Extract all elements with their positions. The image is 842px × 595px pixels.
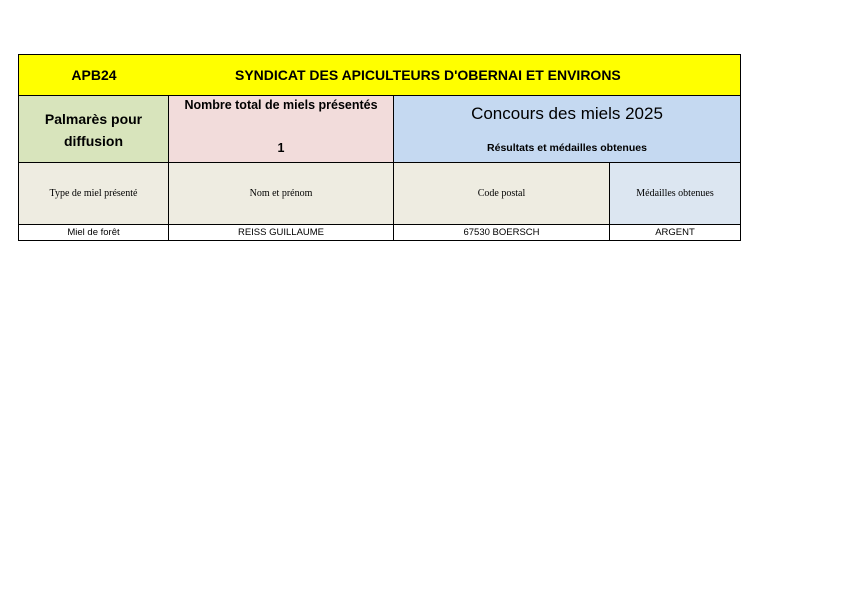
- postal-code-cell: 67530 BOERSCH: [394, 225, 610, 240]
- total-count-label: Nombre total de miels présentés: [184, 98, 378, 112]
- association-name: SYNDICAT DES APICULTEURS D'OBERNAI ET ENVIRONS: [235, 67, 621, 83]
- column-header-row: [18, 163, 741, 225]
- palmares-line-1: Palmarès pour: [44, 111, 143, 127]
- header-row: [18, 96, 741, 163]
- association-code: APB24: [71, 67, 117, 83]
- table-row: [18, 225, 741, 241]
- total-count-cell: [169, 96, 394, 162]
- results-sheet: [18, 54, 741, 241]
- contest-cell: [394, 96, 740, 162]
- title-row: [18, 54, 741, 96]
- medal-cell: ARGENT: [655, 227, 695, 238]
- column-header-type: Type de miel présenté: [19, 163, 169, 224]
- contest-title: Concours des miels 2025: [471, 104, 663, 123]
- palmares-line-2: diffusion: [63, 133, 124, 149]
- contest-subtitle: Résultats et médailles obtenues: [487, 142, 647, 154]
- total-count-value: 1: [277, 141, 285, 155]
- palmares-label: [45, 108, 142, 152]
- column-header-name: Nom et prénom: [169, 163, 394, 224]
- palmares-cell: [19, 96, 169, 162]
- participant-name-cell: REISS GUILLAUME: [169, 225, 394, 240]
- column-header-postal: Code postal: [394, 163, 610, 224]
- honey-type-cell: Miel de forêt: [19, 225, 169, 240]
- column-header-medal: Médailles obtenues: [610, 163, 740, 224]
